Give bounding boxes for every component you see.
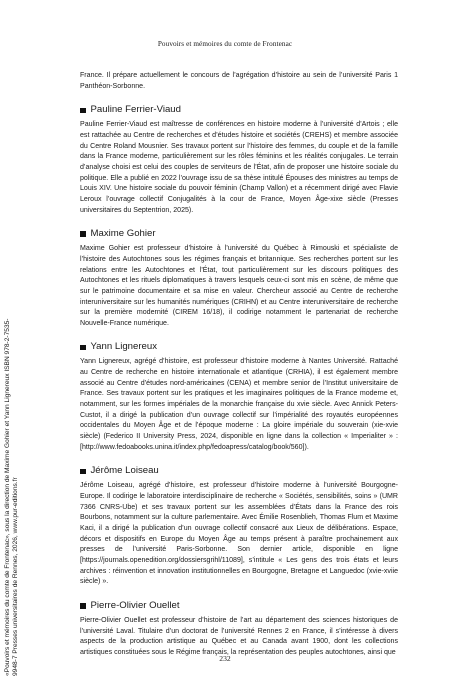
bio-text: Yann Lignereux, agrégé d’histoire, est professeur d’histoire moderne à Nantes Université. Rattaché au Centre de recherche en histoire internationale et atlantique (CRHIA), il est également membre associé au Centre d’études nord-américaines (CENA) et membre senior de l’Institut universitaire de France. Ses travaux portent sur les pratiques et les imaginaires politiques de la France moderne et, notamment, sur les formes impériales de la monarchie française du xvie siècle. Avec Annick Peters-Custot, il a dirigé la publication d’un ouvrage collectif sur l’impérialité des royautés européennes occidentales du Moyen Âge et de l’époque moderne : La gloire impériale du souverain (xie-xvie siècle) (Federico II University Press, 2024, disponible en ligne dans la collection « Imperialiter » : [http://www.fedoabooks.unina.it/index.php/fedoapress/catalog/book/560]).: [80, 358, 398, 451]
bio-heading: [80, 600, 398, 612]
running-header: Pouvoirs et mémoires du comte de Frontenac: [157, 40, 293, 48]
page-number: 232: [219, 654, 231, 663]
bio-section: [80, 228, 398, 329]
bio-heading: [80, 341, 398, 353]
bio-heading: [80, 465, 398, 477]
bio-heading: [80, 104, 398, 116]
bio-text: Maxime Gohier est professeur d’histoire à l’université du Québec à Rimouski et spécialiste de l’histoire des Autochtones sous les régimes français et britannique. Ses recherches portent sur les relations entre les Autochtones et l’État, tout particulièrement sur les discours politiques des Autochtones et les rituels diplomatiques à travers lesquels ceux-ci sont mis en scène, de même que sur le patrimoine documentaire et sa mise en valeur. Chercheur associé au Centre de recherche interuniversitaire sur les humanités numériques (CRIHN) et au Centre interuniversitaire de recherche sur la première modernité (CIREM 16/18), il codirige notamment le partenariat de recherche Nouvelle-France numérique.: [80, 245, 398, 327]
bio-name: Jérôme Loiseau: [90, 465, 159, 477]
bio-name: Pierre-Olivier Ouellet: [90, 599, 180, 611]
bio-section: [80, 600, 398, 659]
bio-name: Yann Lignereux: [90, 341, 157, 353]
bio-text: Pauline Ferrier-Viaud est maîtresse de conférences en histoire moderne à l’université d’Artois ; elle est rattachée au Centre de recherches et d’études histoire et sociétés (CREHS) et membre associée du Centre Roland Mousnier. Ses travaux portent sur l’histoire des femmes, du couple et de la famille dans la France moderne, particulièrement sur les rôles féminins et les réalités conjugales. Le terrain d’analyse choisi est celui des couples de serviteurs de l’État, afin de proposer une histoire sociale du politique. Elle a publié en 2022 l’ouvrage issu de sa thèse intitulé Épouses des ministres au temps de Louis XIV. Une histoire sociale du pouvoir féminin (Champ Vallon) et a récemment dirigé avec Flavie Leroux l’ouvrage collectif Conjugalités à la cour de France, Moyen Âge-xixe siècle (Presses universitaires du Septentrion, 2025).: [80, 121, 398, 214]
copyright-notice: «Pouvoirs et mémoires du comte de Frontenac», sous la direction de Maxime Gohier et Yann Lignereux ISBN 978-2-7535-9948-7 Presses universitaires de Rennes, 2026, www.pur-editions.fr: [4, 318, 20, 676]
square-bullet-icon: [80, 231, 86, 237]
square-bullet-icon: [80, 603, 86, 609]
bio-name: Maxime Gohier: [90, 228, 156, 240]
bio-name: Pauline Ferrier-Viaud: [90, 104, 181, 116]
intro-paragraph: France. Il prépare actuellement le concours de l’agrégation d’histoire au sein de l’université Paris 1 Panthéon-Sorbonne.: [80, 72, 398, 90]
square-bullet-icon: [80, 469, 86, 475]
bio-heading: [80, 228, 398, 240]
bio-text: Pierre-Olivier Ouellet est professeur d’histoire de l’art au département des sciences historiques de l’université Laval. Titulaire d’un doctorat de l’université Rennes 2 en France, il s’intéresse à divers aspects de la production artistique au Québec et au Canada avant 1900, dont les collections artistiques constituées sous le Régime français, la représentation des peuples autochtones, ainsi que: [80, 616, 398, 656]
square-bullet-icon: [80, 345, 86, 351]
bio-section: [80, 341, 398, 453]
bio-section: [80, 465, 398, 588]
square-bullet-icon: [80, 108, 86, 114]
page-body: [80, 71, 398, 659]
bio-text: Jérôme Loiseau, agrégé d’histoire, est professeur d’histoire moderne à l’université Bourgogne-Europe. Il codirige le laboratoire interdisciplinaire de recherche « Sociétés, sensibilités, soins » (UMR 7366 CNRS-Ube) et ses travaux portent sur les assemblées d’États dans la France des rois Bourbons, notamment sur la culture parlementaire. Avec Émilie Rosenblieh, Thomas Flum et Maxime Kaci, il a dirigé la publication d’un ouvrage collectif consacré aux Lieux de délibérations. Espace, décors et dispositifs en Europe du Moyen Âge au temps présent à paraître prochainement aux presses de l’université Paris-Sorbonne. Son dernier article, disponible en ligne [https://journals.openedition.org/dossiersgrihl/11089], s’intitule « Les gens des trois états et leurs archives : réinvention et innovation institutionnelles en Bourgogne, Bretagne et Languedoc (xvie-xviie siècle) ».: [80, 482, 398, 586]
bio-section: [80, 104, 398, 216]
